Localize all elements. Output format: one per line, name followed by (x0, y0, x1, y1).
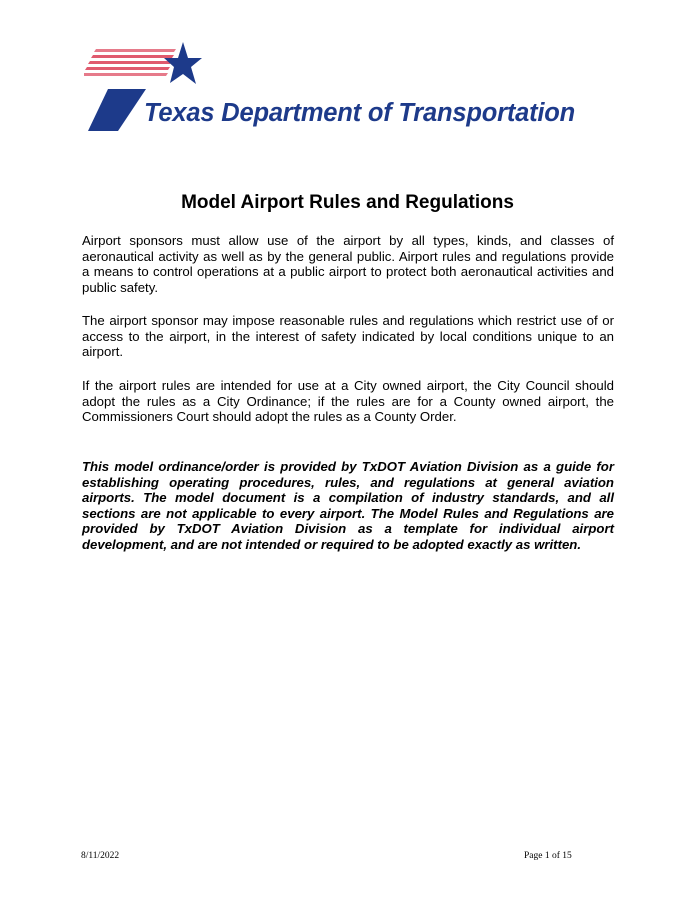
document-title: Model Airport Rules and Regulations (181, 192, 514, 213)
t-stem-shape (88, 89, 146, 131)
paragraph-2: The airport sponsor may impose reasonable rules and regulations which restrict use of or access to the airport, in the interest of safety indicated by local conditions unique to an airport. (82, 313, 614, 360)
paragraph-3: If the airport rules are intended for use at a City owned airport, the City Council should adopt the rules as a City Ordinance; if the rules are for a County owned airport, the Commissioners Court should adopt the rules as a County Order. (82, 378, 614, 425)
star-shape (164, 42, 202, 84)
txdot-logo (84, 40, 624, 135)
footer-date: 8/11/2022 (81, 851, 120, 861)
paragraph-1: Airport sponsors must allow use of the airport by all types, kinds, and classes of aeronautical activity as well as by the general public. Airport rules and regulations provide a means to control operations at a public airport to protect both aeronautical activities and public safety. (82, 233, 614, 295)
disclaimer-paragraph: This model ordinance/order is provided by TxDOT Aviation Division as a guide for establishing operating procedures, rules, and regulations at general aviation airports. The model document is a compilation of industry standards, and all sections are not applicable to every airport. The Model Rules and Regulations are provided by TxDOT Aviation Division as a template for individual airport development, and are not intended or required to be adopted exactly as written. (82, 459, 614, 552)
logo-wordmark: Texas Department of Transportation (144, 99, 576, 127)
footer-page-number: Page 1 of 15 (524, 851, 572, 861)
red-speed-stripes (84, 49, 176, 76)
